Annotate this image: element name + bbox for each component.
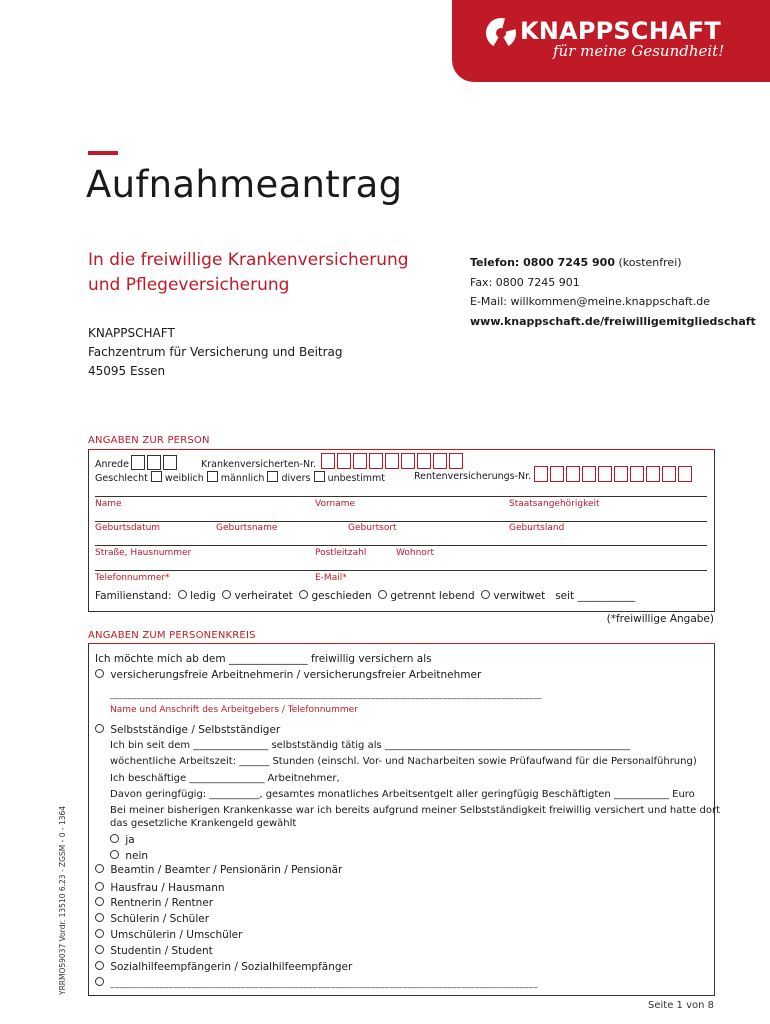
logo-name: KNAPPSCHAFT <box>520 17 721 45</box>
geschlecht-label: Geschlecht <box>95 473 148 484</box>
option-row <box>95 864 342 876</box>
telefon-label: Telefonnummer* <box>95 573 170 583</box>
address-line-1: KNAPPSCHAFT <box>88 326 175 340</box>
address-line-3: 45095 Essen <box>88 364 166 378</box>
option-ja: ja <box>125 834 135 846</box>
radio-verwitwet[interactable] <box>481 590 490 599</box>
subtitle <box>88 248 448 298</box>
field-line <box>95 521 707 522</box>
knappschaft-logo-icon <box>483 15 519 51</box>
radio-beamtin[interactable] <box>95 864 104 873</box>
intro-text: Ich möchte mich ab dem _______________ freiwillig versichern als <box>95 653 432 665</box>
name-label: Name <box>95 499 122 509</box>
radio-arbeitnehmer[interactable] <box>95 669 104 678</box>
checkbox-maennlich[interactable] <box>207 471 218 482</box>
radio-nein[interactable] <box>110 850 119 859</box>
checkbox-weiblich[interactable] <box>151 471 162 482</box>
section-title-personenkreis: ANGABEN ZUM PERSONENKREIS <box>88 630 256 641</box>
subtitle-line-1: In die freiwillige Krankenversicherung <box>88 250 409 270</box>
page-number: Seite 1 von 8 <box>648 1000 714 1011</box>
geburtsdatum-label: Geburtsdatum <box>95 523 161 533</box>
radio-hausfrau[interactable] <box>95 882 104 891</box>
wohnort-label: Wohnort <box>396 548 435 558</box>
radio-geschieden[interactable] <box>299 590 308 599</box>
form-code: YRRMO59037 Vordr. 13510 6.23 - ZGSM - 0 - 1364 <box>58 805 67 995</box>
option-divers: divers <box>281 473 311 484</box>
checkbox-unbestimmt[interactable] <box>314 471 325 482</box>
field-line <box>95 496 707 497</box>
option-beamtin: Beamtin / Beamter / Pensionärin / Pensionär <box>110 864 343 876</box>
option-verheiratet: verheiratet <box>234 590 293 602</box>
option-geschieden: geschieden <box>311 590 372 602</box>
option-row <box>95 945 213 957</box>
other-line[interactable]: _______________________________________________________________________________________________ <box>110 979 538 988</box>
strasse-label: Straße, Hausnummer <box>95 548 192 558</box>
contact-block <box>470 253 756 331</box>
beschaeftige[interactable]: Ich beschäftige _______________ Arbeitnehmer, <box>110 773 340 784</box>
website-link[interactable]: www.knappschaft.de/freiwilligemitgliedschaft <box>470 314 756 328</box>
option-row <box>95 961 352 973</box>
option-row-other <box>95 977 538 989</box>
option-weiblich: weiblich <box>164 473 204 484</box>
option-rentner: Rentnerin / Rentner <box>110 897 214 909</box>
subtitle-line-2: und Pflegeversicherung <box>88 275 290 295</box>
anrede-label: Anrede <box>95 459 129 470</box>
employer-line[interactable]: ________________________________________________________________________________________________ <box>110 690 542 699</box>
phone-label: Telefon: 0800 7245 900 <box>470 256 615 269</box>
option-sozialhilfe: Sozialhilfeempfängerin / Sozialhilfeempfänger <box>110 961 353 973</box>
option-row <box>95 897 213 909</box>
familienstand-row <box>95 590 635 602</box>
checkbox-divers[interactable] <box>267 471 278 482</box>
radio-ledig[interactable] <box>178 590 187 599</box>
radio-rentner[interactable] <box>95 897 104 906</box>
employer-label: Name und Anschrift des Arbeitgebers / Telefonnummer <box>110 705 358 715</box>
field-line <box>95 545 707 546</box>
option-verwitwet: verwitwet <box>493 590 546 602</box>
fax: Fax: 0800 7245 901 <box>470 275 580 289</box>
kv-nr-field[interactable] <box>321 451 465 470</box>
option-student: Studentin / Student <box>110 945 213 957</box>
address-line-2: Fachzentrum für Versicherung und Beitrag <box>88 345 343 359</box>
radio-selbststaendig[interactable] <box>95 724 104 733</box>
option-umschueler: Umschülerin / Umschüler <box>110 929 243 941</box>
radio-ja[interactable] <box>110 834 119 843</box>
arbeitszeit[interactable]: wöchentliche Arbeitszeit: ______ Stunden (einschl. Vor- und Nacharbeiten sowie Prüfaufwand für die Personalführung) <box>110 756 697 767</box>
option-hausfrau: Hausfrau / Hausmann <box>110 882 225 894</box>
option-nein-row <box>110 850 148 862</box>
selbst-seit[interactable]: Ich bin seit dem _______________ selbstständig tätig als _________________________________________________ <box>110 740 630 751</box>
logo-slogan: für meine Gesundheit! <box>553 42 725 60</box>
rv-nr-label: Rentenversicherungs-Nr. <box>414 471 532 482</box>
option-arbeitnehmer: versicherungsfreie Arbeitnehmerin / versicherungsfreier Arbeitnehmer <box>110 669 482 681</box>
phone-note: (kostenfrei) <box>615 256 682 269</box>
option-nein: nein <box>125 850 149 862</box>
geschlecht-row <box>95 471 385 484</box>
radio-getrennt-lebend[interactable] <box>378 590 387 599</box>
email-label: E-Mail* <box>315 573 347 583</box>
option-schueler: Schülerin / Schüler <box>110 913 210 925</box>
geburtsname-label: Geburtsname <box>216 523 278 533</box>
title-accent <box>88 151 118 155</box>
staatsangehoerigkeit-label: Staatsangehörigkeit <box>509 499 600 509</box>
radio-schueler[interactable] <box>95 913 104 922</box>
freiwillig-note: (*freiwillige Angabe) <box>606 613 714 625</box>
option-row <box>95 882 225 894</box>
vorname-label: Vorname <box>315 499 356 509</box>
rv-nr-field[interactable] <box>534 464 694 483</box>
recipient-address <box>88 324 343 381</box>
field-line <box>95 570 707 571</box>
radio-student[interactable] <box>95 945 104 954</box>
geringfuegig[interactable]: Davon geringfügig: __________, gesamtes monatliches Arbeitsentgelt aller geringfügig Beschäftigten ___________ Euro <box>110 789 695 800</box>
option-arbeitnehmer-row <box>95 669 481 681</box>
option-getrennt-lebend: getrennt lebend <box>390 590 475 602</box>
familienstand-label: Familienstand: <box>95 590 172 602</box>
geburtsort-label: Geburtsort <box>348 523 397 533</box>
option-ledig: ledig <box>190 590 216 602</box>
geburtsland-label: Geburtsland <box>509 523 565 533</box>
email[interactable]: E-Mail: willkommen@meine.knappschaft.de <box>470 295 711 308</box>
bisherige-line-2: das gesetzliche Krankengeld gewählt <box>110 818 297 829</box>
bisherige-line-1: Bei meiner bisherigen Krankenkasse war ich bereits aufgrund meiner Selbstständigkeit freiwillig versichert und hatte dort <box>110 805 720 816</box>
radio-other[interactable] <box>95 977 104 986</box>
option-selbststaendig: Selbstständige / Selbstständiger <box>110 724 281 736</box>
seit-field[interactable]: seit ___________ <box>555 590 636 602</box>
option-ja-row <box>110 834 135 846</box>
option-maennlich: männlich <box>220 473 265 484</box>
page-title: Aufnahmeantrag <box>86 163 403 206</box>
kv-nr-label: Krankenversicherten-Nr. <box>201 459 317 470</box>
plz-label: Postleitzahl <box>315 548 367 558</box>
section-title-person: ANGABEN ZUR PERSON <box>88 435 210 446</box>
radio-sozialhilfe[interactable] <box>95 961 104 970</box>
anrede-field[interactable] <box>131 452 179 471</box>
option-unbestimmt: unbestimmt <box>327 473 386 484</box>
radio-umschueler[interactable] <box>95 929 104 938</box>
option-selbst-row <box>95 724 280 736</box>
radio-verheiratet[interactable] <box>222 590 231 599</box>
option-row <box>95 913 209 925</box>
option-row <box>95 929 242 941</box>
